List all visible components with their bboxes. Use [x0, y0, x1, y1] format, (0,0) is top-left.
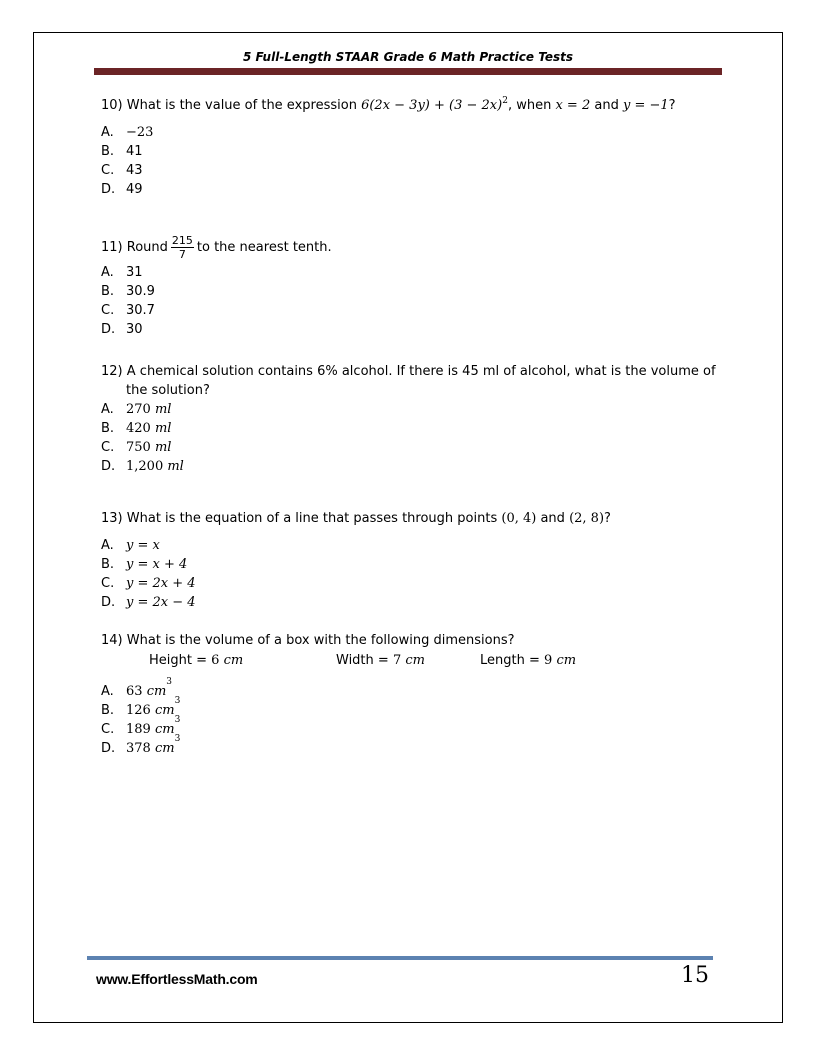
- answer-option[interactable]: B. 126 cm 3: [101, 696, 181, 718]
- answer-option[interactable]: C. 43: [101, 163, 143, 178]
- answer-option[interactable]: C. 750 ml: [101, 440, 172, 455]
- question-10: [101, 96, 721, 199]
- answer-option[interactable]: A. −23: [101, 125, 154, 140]
- answer-options: [101, 123, 721, 199]
- dimension-length: Length = 9 cm: [480, 653, 577, 668]
- answer-option[interactable]: D. 30: [101, 322, 143, 337]
- question-11-stem: 11) Round $\frac{215}{7}$ to the nearest tenth.: [101, 234, 332, 261]
- box-dimensions: [101, 651, 721, 670]
- answer-option[interactable]: B. y = x + 4: [101, 557, 188, 572]
- answer-option[interactable]: D. 49: [101, 182, 143, 197]
- answer-option[interactable]: C. y = 2x + 4: [101, 576, 196, 591]
- question-14: [101, 631, 721, 758]
- answer-option[interactable]: B. 420 ml: [101, 421, 172, 436]
- question-12-stem: 12) A chemical solution contains 6% alcohol. If there is 45 ml of alcohol, what is the volume of: [101, 364, 716, 379]
- fraction: $\frac{215}{7}$: [171, 234, 193, 261]
- footer-divider: [87, 956, 713, 960]
- answer-option[interactable]: B. 41: [101, 144, 143, 159]
- footer-website: www.EffortlessMath.com: [96, 971, 258, 987]
- question-12: 12) A chemical solution contains 6% alcohol. If there is 45 ml of alcohol, what is the volume of the solution? A. 270 ml B. 420 ml C. 750 ml D. 1,200 ml: [101, 362, 725, 476]
- answer-option[interactable]: D. y = 2x − 4: [101, 595, 196, 610]
- dimension-height: Height = 6 cm: [149, 653, 244, 668]
- answer-option[interactable]: B. 30.9: [101, 284, 155, 299]
- answer-option[interactable]: D. 1,200 ml: [101, 459, 184, 474]
- answer-option[interactable]: A. y = x: [101, 538, 160, 553]
- question-13: [101, 509, 721, 612]
- question-11: [101, 234, 721, 339]
- answer-options: [101, 263, 721, 339]
- exponent: 2: [502, 96, 508, 106]
- answer-option[interactable]: C. 30.7: [101, 303, 155, 318]
- page-number: 15: [681, 963, 709, 988]
- answer-options: [101, 400, 725, 476]
- answer-options: [101, 536, 721, 612]
- question-13-stem: 13) What is the equation of a line that passes through points (0, 4) and (2, 8)?: [101, 511, 611, 526]
- header-divider: [94, 68, 722, 75]
- answer-option[interactable]: C. 189 cm 3: [101, 715, 181, 737]
- answer-options: [101, 677, 721, 758]
- answer-option[interactable]: D. 378 cm 3: [101, 734, 181, 756]
- answer-option[interactable]: A. 63 cm 3: [101, 677, 173, 699]
- question-14-stem: 14) What is the volume of a box with the following dimensions?: [101, 633, 515, 648]
- dimension-width: Width = 7 cm: [336, 653, 425, 668]
- page-header-title: 5 Full-Length STAAR Grade 6 Math Practice Tests: [242, 50, 574, 64]
- expression: 6(2x − 3y) + (3 − 2x): [361, 98, 503, 113]
- question-10-stem: 10) What is the value of the expression $6(2x - 3y) + (3 - 2x)^2$, when x = 2 and y = −1?: [101, 96, 676, 113]
- answer-option[interactable]: A. 270 ml: [101, 402, 172, 417]
- answer-option[interactable]: A. 31: [101, 265, 143, 280]
